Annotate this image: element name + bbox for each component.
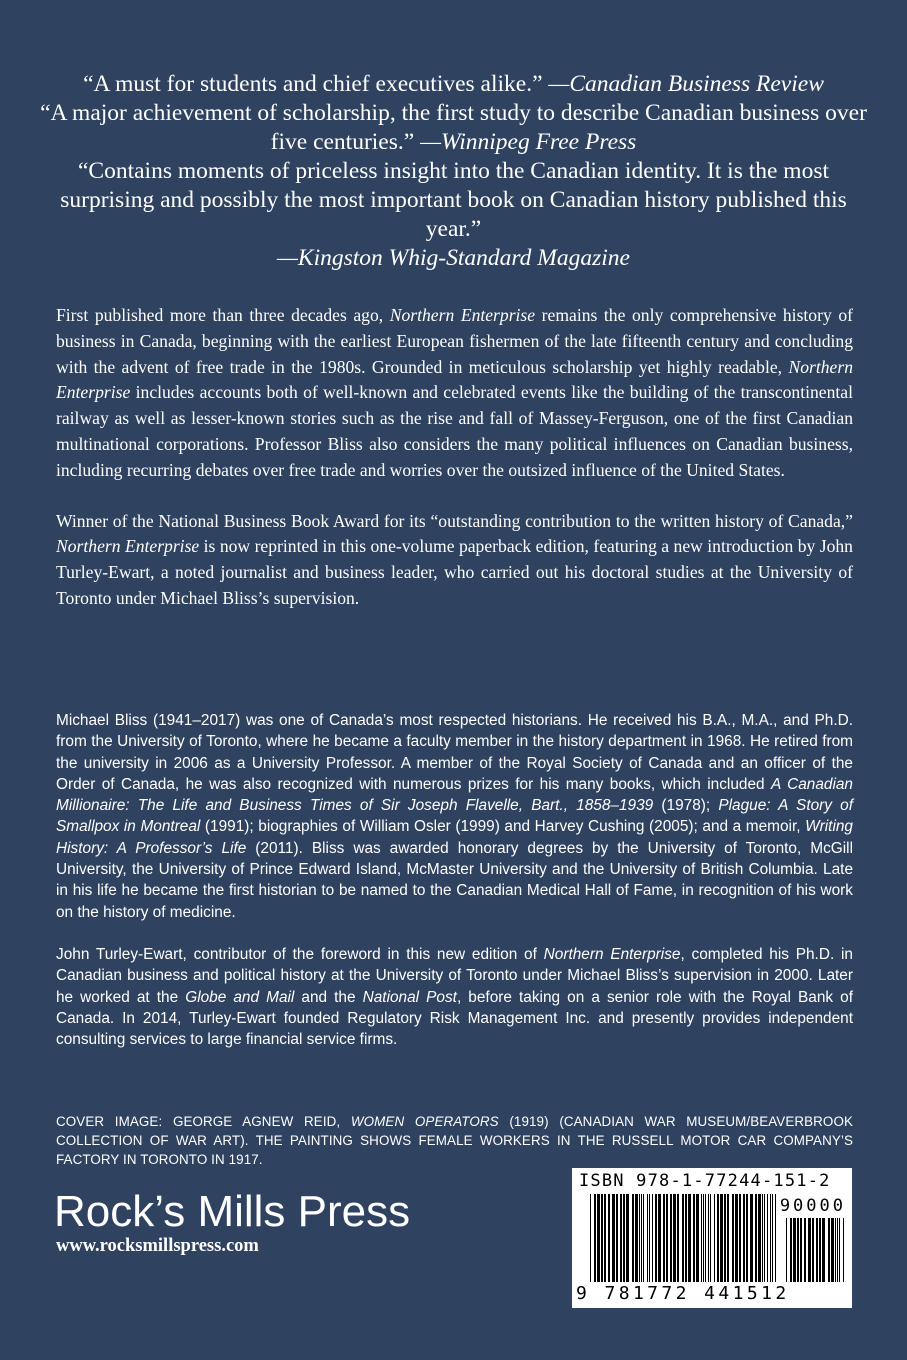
ean-digits: 9 781772 441512 <box>576 1283 790 1304</box>
barcode-bar <box>590 1194 591 1282</box>
bio-john-turley-ewart: John Turley-Ewart, contributor of the foreword in this new edition of Northern Enterprise, completed his Ph.D. in Canadian business and political history at the University of Toronto under Michael Bliss’s supervision in 2000. Later he worked at the Globe and Mail and the National Post, before taking on a senior role with the Royal Bank of Canada. In 2014, Turley-Ewart founded Regulatory Risk Management Inc. and presently provides independent consulting services to large financial service firms. <box>56 945 853 1049</box>
barcode-bar <box>762 1194 763 1282</box>
barcode-bar <box>750 1194 753 1282</box>
barcode-bar <box>620 1194 622 1282</box>
barcode-bar <box>594 1194 596 1282</box>
publisher-name: Rock’s Mills Press <box>54 1187 411 1236</box>
barcode-bar <box>649 1194 650 1282</box>
barcode-bar <box>770 1194 771 1282</box>
barcode-bar <box>693 1194 695 1282</box>
cover-image-credit: COVER IMAGE: GEORGE AGNEW REID, WOMEN OPERATORS (1919) (CANADIAN WAR MUSEUM/BEAVERBROOK COLLECTION OF WAR ART). THE PAINTING SHOWS FEMALE WORKERS IN THE RUSSELL MOTOR CAR COMPANY’S FACTORY IN TORONTO IN 1917. <box>56 1114 853 1167</box>
barcode-bar <box>604 1194 606 1282</box>
quote-2: “A major achievement of scholarship, the first study to describe Canadian business over five centuries.” —Winnipeg Free Press <box>40 100 867 155</box>
barcode-bar <box>682 1194 684 1282</box>
barcode-bar <box>808 1218 811 1282</box>
barcode-bar <box>688 1194 691 1282</box>
barcode-bar <box>705 1194 706 1282</box>
barcode-bar <box>800 1218 802 1282</box>
barcode-bar <box>626 1194 629 1282</box>
barcode-bar <box>831 1218 834 1282</box>
barcode-bar <box>746 1194 748 1282</box>
barcode-bar <box>822 1218 825 1282</box>
barcode-bar <box>828 1218 830 1282</box>
description-paragraph-2: Winner of the National Business Book Award for its “outstanding contribution to the written history of Canada,” Northern Enterprise is now reprinted in this one-volume paperback edition, featuring a new introduction by John Turley-Ewart, a noted journalist and business leader, who carried out his doctoral studies at the University of Toronto under Michael Bliss’s supervision. <box>56 510 853 608</box>
barcode-bar <box>797 1218 799 1282</box>
bio-michael-bliss: Michael Bliss (1941–2017) was one of Canada’s most respected historians. He received his B.A., M.A., and Ph.D. from the University of Toronto, where he became a faculty member in the history department in 1968. He retired from the university in 2006 as a University Professor. A member of the Royal Society of Canada and an officer of the Order of Canada, he was also recognized with numerous prizes for his many books, which included A Canadian Millionaire: The Life and Business Times of Sir Joseph Flavelle, Bart., 1858–1939 (1978); Plague: A Story of Smallpox in Montreal (1991); biographies of William Osler (1999) and Harvey Cushing (2005); and a memoir, Writing History: A Professor’s Life (2011). Bliss was awarded honorary degrees by the University of Toronto, McGill University, the University of Prince Edward Island, McMaster University and the University of British Columbia. Late in his life he became the first historian to be named to the Canadian Medical Hall of Fame, in recognition of his work on the history of medicine. <box>56 712 853 921</box>
quote-3: “Contains moments of priceless insight into the Canadian identity. It is the most surprising and possibly the most important book on Canadian history published this year.” —Kingston Whig-Standard Magazine <box>60 158 847 271</box>
barcode-bar <box>772 1194 773 1282</box>
barcode-bar <box>755 1194 757 1282</box>
book-description <box>56 303 853 637</box>
barcode-bar <box>812 1218 814 1282</box>
barcode-bar <box>639 1194 640 1282</box>
publisher-url[interactable]: www.rocksmillspress.com <box>56 1236 259 1256</box>
barcode-bar <box>601 1194 603 1282</box>
quote-1: “A must for students and chief executives alike.” —Canadian Business Review <box>83 71 824 97</box>
barcode-bar <box>652 1194 653 1282</box>
barcode-bar <box>767 1194 768 1282</box>
barcode-bar <box>724 1194 726 1282</box>
barcode-bar <box>635 1194 638 1282</box>
barcode-bar <box>703 1194 704 1282</box>
barcode-bar <box>641 1194 642 1282</box>
barcode-bar <box>804 1218 806 1282</box>
barcode-bar <box>658 1194 661 1282</box>
barcode-bar <box>835 1218 836 1282</box>
barcode-bar <box>775 1194 776 1282</box>
barcode-bar <box>666 1194 668 1282</box>
barcode-bar <box>819 1218 821 1282</box>
barcode-bar <box>790 1218 792 1282</box>
barcode-bar <box>612 1194 615 1282</box>
barcode-bar <box>632 1194 634 1282</box>
barcode-bar <box>663 1194 665 1282</box>
barcode-bar <box>786 1218 787 1282</box>
barcode-bar <box>732 1194 734 1282</box>
barcode-bar <box>739 1194 741 1282</box>
barcode-bar <box>714 1194 715 1282</box>
barcode-bar <box>816 1218 818 1282</box>
isbn-barcode <box>572 1168 852 1308</box>
barcode-bar <box>837 1218 838 1282</box>
barcode-bar <box>701 1194 702 1282</box>
description-paragraph-1: First published more than three decades ago, Northern Enterprise remains the only comprehensive history of business in Canada, beginning with the earliest European fishermen of the late fifteenth century and concluding with the advent of free trade in the 1980s. Grounded in meticulous scholarship yet highly readable, Northern Enterprise includes accounts both of well-known and celebrated events like the building of the transcontinental railway as well as lesser-known stories such as the rise and fall of Massey-Ferguson, one of the first Canadian multinational corporations. Professor Bliss also considers the many political influences on Canadian business, including recurring debates over free trade and worries over the outsized influence of the United States. <box>56 305 853 480</box>
barcode-bar <box>655 1194 657 1282</box>
barcode-bar <box>623 1194 625 1282</box>
barcode-bar <box>696 1194 699 1282</box>
review-quotes <box>40 70 867 273</box>
barcode-bar <box>708 1194 709 1282</box>
author-bios <box>56 710 853 1071</box>
barcode-bar <box>735 1194 738 1282</box>
barcode-bar <box>720 1194 723 1282</box>
price-addon-label: 90000 <box>779 1196 846 1216</box>
barcode-bar <box>647 1194 648 1282</box>
barcode-bar <box>839 1218 840 1282</box>
barcode-bar <box>717 1194 719 1282</box>
barcode-bar <box>685 1194 687 1282</box>
isbn-label: ISBN 978-1-77244-151-2 <box>579 1171 831 1191</box>
barcode-bar <box>670 1194 672 1282</box>
barcode-bar <box>793 1218 796 1282</box>
barcode-bar <box>843 1218 844 1282</box>
barcode-bar <box>727 1194 729 1282</box>
barcode-bar <box>608 1194 610 1282</box>
barcode-bar <box>743 1194 745 1282</box>
barcode-bar <box>597 1194 600 1282</box>
barcode-bar <box>643 1194 644 1282</box>
barcode-bar <box>677 1194 679 1282</box>
barcode-bar <box>710 1194 711 1282</box>
barcode-bar <box>764 1194 765 1282</box>
barcode-bar <box>673 1194 676 1282</box>
barcode-bar <box>758 1194 761 1282</box>
barcode-bar <box>616 1194 618 1282</box>
